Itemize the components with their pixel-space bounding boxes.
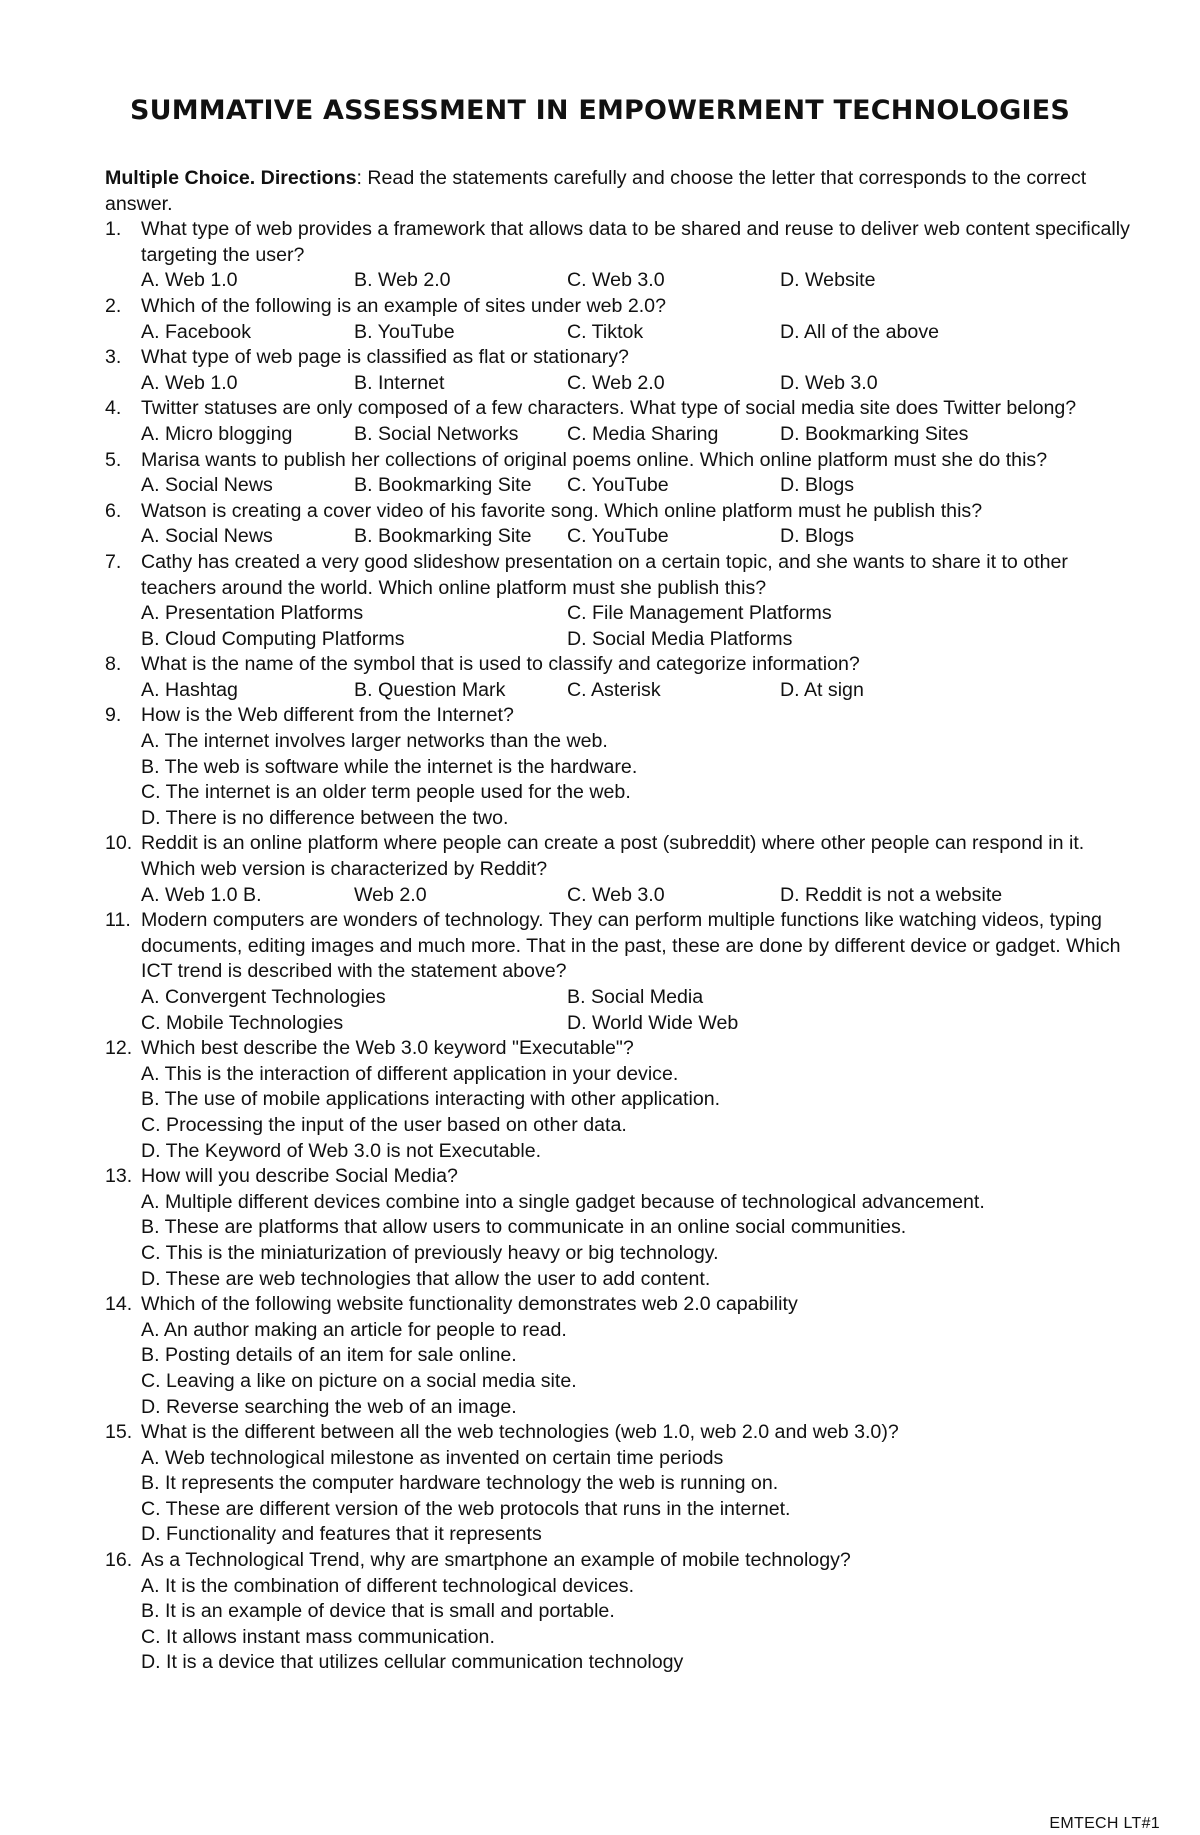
answer-choice: D. Social Media Platforms <box>567 627 793 650</box>
question-item <box>105 908 1135 1036</box>
question-number: 5. <box>105 448 122 471</box>
footer-code: EMTECH LT#1 <box>1049 1815 1160 1832</box>
question-number: 6. <box>105 499 122 522</box>
answer-choice: C. YouTube <box>567 525 669 548</box>
question-number: 15. <box>105 1421 133 1444</box>
choice-group <box>141 524 1135 550</box>
choice-group <box>141 678 1135 704</box>
question-text: Twitter statuses are only composed of a few characters. What type of social media site does Twitter belong? <box>141 397 1077 420</box>
choice-group <box>141 601 1135 652</box>
question-number: 12. <box>105 1037 133 1060</box>
answer-choice: C. This is the miniaturization of previously heavy or big technology. <box>141 1241 719 1264</box>
answer-choice: C. The internet is an older term people used for the web. <box>141 781 631 804</box>
answer-choice: D. World Wide Web <box>567 1011 739 1034</box>
answer-choice: C. Processing the input of the user based on other data. <box>141 1113 627 1136</box>
answer-choice: A. This is the interaction of different application in your device. <box>141 1062 679 1085</box>
question-text: Which best describe the Web 3.0 keyword "Executable"? <box>141 1037 634 1060</box>
choice-group <box>141 268 1135 294</box>
question-stem <box>105 652 1135 678</box>
answer-choice: C. Leaving a like on picture on a social media site. <box>141 1369 577 1392</box>
answer-choice: D. These are web technologies that allow the user to add content. <box>141 1267 711 1290</box>
question-stem <box>105 294 1135 320</box>
answer-choice: A. Micro blogging <box>141 422 293 445</box>
question-number: 4. <box>105 397 122 420</box>
question-text: As a Technological Trend, why are smartphone an example of mobile technology? <box>141 1549 851 1572</box>
answer-choice: D. All of the above <box>780 320 940 343</box>
question-number: 7. <box>105 550 122 573</box>
answer-choice: A. Web 1.0 B. <box>141 883 262 906</box>
choice-group <box>141 883 1135 909</box>
question-list <box>105 217 1135 1676</box>
question-stem <box>105 831 1135 882</box>
question-item <box>105 396 1135 447</box>
answer-choice: C. Web 3.0 <box>567 883 665 906</box>
question-text: Which of the following is an example of sites under web 2.0? <box>141 294 666 317</box>
question-text: What type of web provides a framework that allows data to be shared and reuse to deliver web content specifically targeting the user? <box>141 218 1130 266</box>
answer-choice: C. Media Sharing <box>567 422 719 445</box>
answer-choice: D. There is no difference between the two. <box>141 806 509 829</box>
question-text: How will you describe Social Media? <box>141 1165 458 1188</box>
question-stem <box>105 448 1135 474</box>
question-item <box>105 1292 1135 1420</box>
choice-group <box>141 1446 1135 1548</box>
choice-group <box>141 320 1135 346</box>
answer-choice: A. Web 1.0 <box>141 269 238 292</box>
answer-choice: A. Facebook <box>141 320 252 343</box>
question-number: 11. <box>105 909 131 932</box>
choice-group <box>141 729 1135 831</box>
answer-choice: C. YouTube <box>567 474 669 497</box>
question-item <box>105 448 1135 499</box>
choice-group <box>141 1318 1135 1420</box>
answer-choice: D. Web 3.0 <box>780 371 878 394</box>
question-stem <box>105 703 1135 729</box>
answer-choice: B. The use of mobile applications interacting with other application. <box>141 1088 721 1111</box>
question-item <box>105 1420 1135 1548</box>
answer-choice: B. It represents the computer hardware technology the web is running on. <box>141 1472 779 1495</box>
answer-choice: B. Bookmarking Site <box>354 525 532 548</box>
answer-choice: A. Social News <box>141 525 273 548</box>
answer-choice: C. It allows instant mass communication. <box>141 1625 495 1648</box>
directions <box>105 166 1135 217</box>
question-stem <box>105 1292 1135 1318</box>
question-number: 13. <box>105 1165 133 1188</box>
question-text: What type of web page is classified as flat or stationary? <box>141 346 629 369</box>
question-number: 16. <box>105 1549 133 1572</box>
answer-choice: B. It is an example of device that is small and portable. <box>141 1600 615 1623</box>
choice-group <box>141 422 1135 448</box>
question-item <box>105 217 1135 294</box>
answer-choice: D. Blogs <box>780 474 855 497</box>
question-text: What is the different between all the web technologies (web 1.0, web 2.0 and web 3.0)? <box>141 1421 899 1444</box>
answer-choice: D. Reddit is not a website <box>780 883 1003 906</box>
question-item <box>105 1548 1135 1676</box>
question-stem <box>105 1420 1135 1446</box>
answer-choice: B. Web 2.0 <box>354 269 451 292</box>
question-text: Marisa wants to publish her collections of original poems online. Which online platform must she do this? <box>141 448 1048 471</box>
answer-choice: Web 2.0 <box>354 883 427 906</box>
question-stem <box>105 1164 1135 1190</box>
question-text: Which of the following website functionality demonstrates web 2.0 capability <box>141 1293 798 1316</box>
answer-choice: A. Web 1.0 <box>141 371 238 394</box>
question-stem <box>105 499 1135 525</box>
answer-choice: B. Social Networks <box>354 422 519 445</box>
answer-choice: A. Presentation Platforms <box>141 602 364 625</box>
question-item <box>105 652 1135 703</box>
question-number: 1. <box>105 218 122 241</box>
answer-choice: D. The Keyword of Web 3.0 is not Executable. <box>141 1139 542 1162</box>
question-item <box>105 550 1135 652</box>
choice-group <box>141 1190 1135 1292</box>
answer-choice: B. The web is software while the internet is the hardware. <box>141 755 638 778</box>
question-stem <box>105 345 1135 371</box>
directions-label: Multiple Choice. Directions <box>105 167 357 189</box>
question-item <box>105 1164 1135 1292</box>
answer-choice: A. Hashtag <box>141 678 238 701</box>
answer-choice: D. Functionality and features that it represents <box>141 1523 542 1546</box>
question-text: Watson is creating a cover video of his favorite song. Which online platform must he publish this? <box>141 499 983 522</box>
answer-choice: A. Convergent Technologies <box>141 986 386 1008</box>
question-item <box>105 345 1135 396</box>
answer-choice: C. File Management Platforms <box>567 602 832 625</box>
question-item <box>105 499 1135 550</box>
answer-choice: B. YouTube <box>354 320 455 343</box>
answer-choice: B. Social Media <box>567 986 704 1008</box>
answer-choice: B. Cloud Computing Platforms <box>141 627 405 650</box>
answer-choice: A. It is the combination of different technological devices. <box>141 1574 635 1597</box>
question-item <box>105 1036 1135 1164</box>
answer-choice: C. Web 2.0 <box>567 371 665 394</box>
answer-choice: A. The internet involves larger networks than the web. <box>141 730 608 753</box>
answer-choice: D. Blogs <box>780 525 855 548</box>
choice-group <box>141 1574 1135 1676</box>
answer-choice: B. These are platforms that allow users to communicate in an online social communities. <box>141 1216 907 1239</box>
question-stem <box>105 1548 1135 1574</box>
answer-choice: B. Question Mark <box>354 678 506 701</box>
answer-choice: D. It is a device that utilizes cellular communication technology <box>141 1651 684 1674</box>
question-text: Cathy has created a very good slideshow presentation on a certain topic, and she wants to share it to other teachers around the world. Which online platform must she publish this? <box>141 550 1068 599</box>
choice-group <box>141 985 1135 1036</box>
answer-choice: C. Mobile Technologies <box>141 1011 344 1034</box>
answer-choice: C. Web 3.0 <box>567 269 665 292</box>
answer-choice: B. Internet <box>354 371 445 394</box>
question-item <box>105 703 1135 831</box>
question-number: 3. <box>105 346 122 369</box>
choice-group <box>141 1062 1135 1164</box>
directions-text: : Read the statements carefully and choose the letter that corresponds to the correct answer. <box>105 167 1087 215</box>
page-title: SUMMATIVE ASSESSMENT IN EMPOWERMENT TECHNOLOGIES <box>129 95 1071 126</box>
answer-choice: C. Asterisk <box>567 678 661 701</box>
answer-choice: A. Web technological milestone as invented on certain time periods <box>141 1446 724 1469</box>
answer-choice: D. Website <box>780 269 876 292</box>
answer-choice: A. Social News <box>141 474 273 497</box>
question-stem <box>105 550 1135 601</box>
assessment-body <box>105 166 1135 1676</box>
answer-choice: B. Posting details of an item for sale online. <box>141 1344 517 1367</box>
answer-choice: D. Bookmarking Sites <box>780 422 969 445</box>
question-item <box>105 831 1135 908</box>
question-stem <box>105 1036 1135 1062</box>
answer-choice: A. An author making an article for people to read. <box>141 1318 567 1341</box>
answer-choice: D. Reverse searching the web of an image. <box>141 1395 517 1418</box>
question-number: 2. <box>105 294 122 317</box>
choice-group <box>141 473 1135 499</box>
question-stem <box>105 908 1135 985</box>
answer-choice: B. Bookmarking Site <box>354 474 532 497</box>
question-text: How is the Web different from the Internet? <box>141 704 514 727</box>
question-number: 10. <box>105 832 133 855</box>
choice-group <box>141 371 1135 397</box>
question-text: Modern computers are wonders of technology. They can perform multiple functions like watching videos, typing documents, editing images and much more. That in the past, these are done by different device or gadget. Which ICT trend is described with the statement above? <box>141 909 1121 983</box>
answer-choice: C. Tiktok <box>567 320 644 343</box>
answer-choice: D. At sign <box>780 678 864 701</box>
answer-choice: C. These are different version of the web protocols that runs in the internet. <box>141 1497 791 1520</box>
question-text: What is the name of the symbol that is used to classify and categorize information? <box>141 653 860 676</box>
question-stem <box>105 217 1135 268</box>
question-number: 9. <box>105 704 122 727</box>
question-stem <box>105 396 1135 422</box>
question-number: 8. <box>105 653 122 676</box>
question-number: 14. <box>105 1293 133 1316</box>
answer-choice: A. Multiple different devices combine into a single gadget because of technological advancement. <box>141 1190 985 1213</box>
question-text: Reddit is an online platform where people can create a post (subreddit) where other people can respond in it. Which web version is characterized by Reddit? <box>141 832 1085 881</box>
question-item <box>105 294 1135 345</box>
